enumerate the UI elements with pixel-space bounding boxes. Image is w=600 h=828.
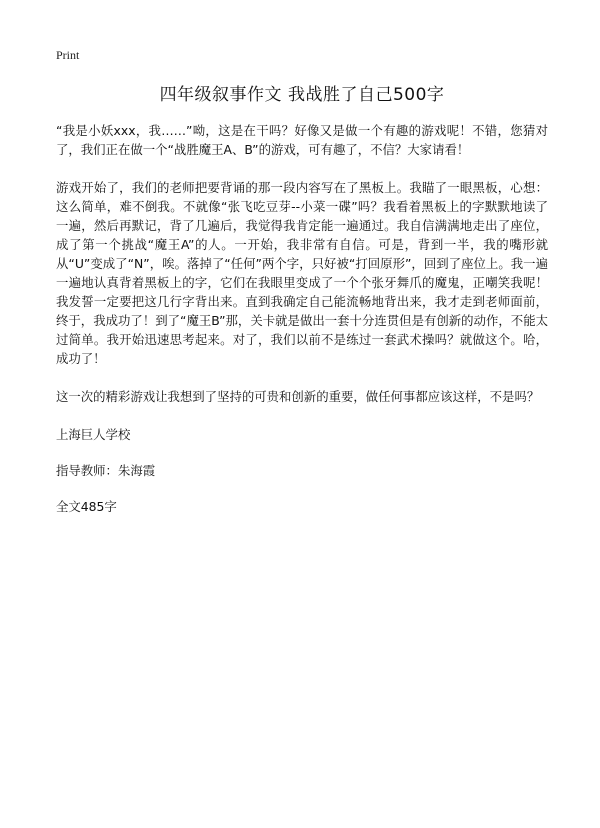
article-body: [56, 121, 548, 516]
page-title: 四年级叙事作文 我战胜了自己500字: [159, 85, 445, 105]
school-name: 上海巨人学校: [56, 427, 131, 442]
word-count: 全文485字: [56, 499, 117, 514]
paragraph-story: 游戏开始了，我们的老师把要背诵的那一段内容写在了黑板上。我瞄了一眼黑板，心想：这么简单，难不倒我。不就像“张飞吃豆芽--小菜一碟”吗？我看着黑板上的字默默地读了一遍，然后再默记，背了几遍后，我觉得我肯定能一遍通过。我自信满满地走出了座位，成了第一个挑战“魔王A”的人。一开始，我非常有自信。可是，背到一半，我的嘴形就从“U”变成了“N”，唉。落掉了“任何”两个字，只好被“打回原形”，回到了座位上。我一遍一遍地认真背着黑板上的字，它们在我眼里变成了一个个张牙舞爪的魔鬼，正嘲笑我呢！我发誓一定要把这几行字背出来。直到我确定自己能流畅地背出来，我才走到老师面前，终于，我成功了！到了“魔王B”那，关卡就是做出一套十分连贯但是有创新的动作，不能太过简单。我开始迅速思考起来。对了，我们以前不是练过一套武术操吗？就做这个。哈，成功了！: [56, 180, 548, 366]
paragraph-conclusion: 这一次的精彩游戏让我想到了坚持的可贵和创新的重要，做任何事都应该这样，不是吗？: [56, 389, 540, 404]
print-link[interactable]: Print: [56, 48, 80, 62]
paragraph-intro: “我是小妖xxx，我……”呦，这是在干吗？好像又是做一个有趣的游戏呢！不错，您猜对了，我们正在做一个“战胜魔王A、B”的游戏，可有趣了，不信？大家请看！: [56, 123, 548, 157]
teacher-name: 指导教师：朱海霞: [56, 463, 156, 478]
